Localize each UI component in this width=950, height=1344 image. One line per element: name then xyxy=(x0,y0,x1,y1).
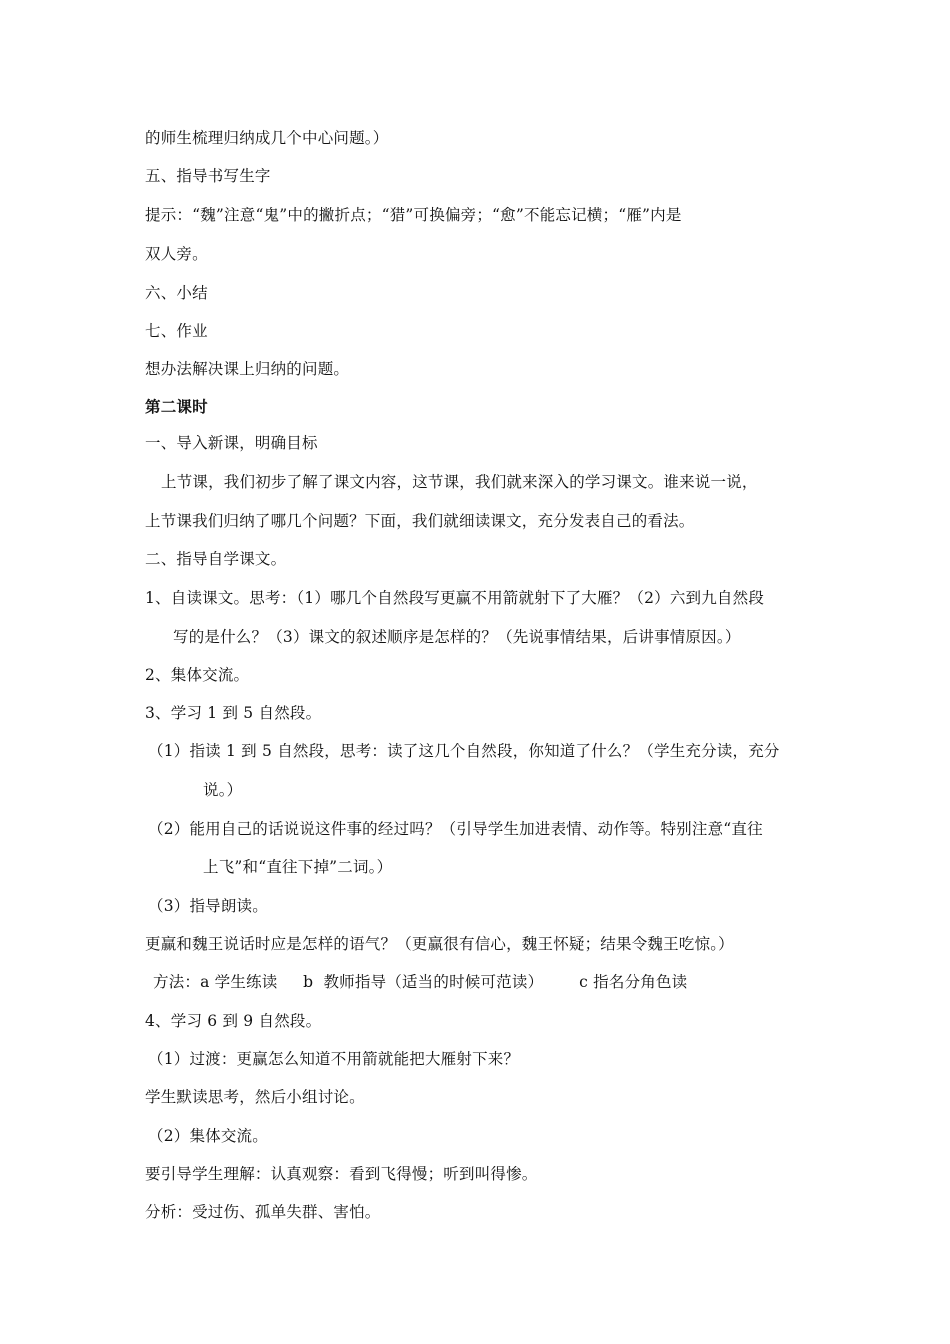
text-line: 双人旁。 xyxy=(145,245,208,263)
section-heading: 七、作业 xyxy=(145,322,208,340)
list-item: （2）能用自己的话说说这件事的经过吗？（引导学生加进表情、动作等。特别注意“直往 xyxy=(148,820,763,838)
list-item: 4、学习 6 到 9 自然段。 xyxy=(145,1012,322,1030)
text-line: 说。） xyxy=(203,781,243,799)
section-heading: 五、指导书写生字 xyxy=(145,167,271,185)
section-heading: 六、小结 xyxy=(145,284,208,302)
list-item: 2、集体交流。 xyxy=(145,666,250,684)
list-item: 3、学习 1 到 5 自然段。 xyxy=(145,704,322,722)
text-line: 上节课，我们初步了解了课文内容，这节课，我们就来深入的学习课文。谁来说一说， xyxy=(161,473,758,491)
lesson-title: 第二课时 xyxy=(145,398,208,416)
section-heading: 一、导入新课，明确目标 xyxy=(145,434,318,452)
text-line: 要引导学生理解：认真观察：看到飞得慢；听到叫得惨。 xyxy=(145,1165,538,1183)
list-item: 1、自读课文。思考：（1）哪几个自然段写更赢不用箭就射下了大雁？（2）六到九自然段 xyxy=(145,589,765,607)
text-line: 想办法解决课上归纳的问题。 xyxy=(145,360,350,378)
list-item: （2）集体交流。 xyxy=(148,1127,268,1145)
list-item: （3）指导朗读。 xyxy=(148,897,268,915)
list-item: （1）指读 1 到 5 自然段，思考：读了这几个自然段，你知道了什么？（学生充分读，充分 xyxy=(148,742,780,760)
text-line: 学生默读思考，然后小组讨论。 xyxy=(145,1088,365,1106)
text-line: 方法：a 学生练读 b 教师指导（适当的时候可范读） c 指名分角色读 xyxy=(153,973,688,991)
section-heading: 二、指导自学课文。 xyxy=(145,550,287,568)
text-line: 提示：“魏”注意“鬼”中的撇折点；“猎”可换偏旁；“愈”不能忘记横；“雁”内是 xyxy=(145,206,682,224)
text-line: 上飞”和“直往下掉”二词。） xyxy=(203,858,393,876)
text-line: 写的是什么？（3）课文的叙述顺序是怎样的？（先说事情结果，后讲事情原因。） xyxy=(173,628,741,646)
text-line: 上节课我们归纳了哪几个问题？下面，我们就细读课文，充分发表自己的看法。 xyxy=(145,512,695,530)
list-item: （1）过渡：更赢怎么知道不用箭就能把大雁射下来？ xyxy=(148,1050,520,1068)
text-line: 的师生梳理归纳成几个中心问题。） xyxy=(145,129,389,147)
text-line: 更赢和魏王说话时应是怎样的语气？（更赢很有信心，魏王怀疑；结果令魏王吃惊。） xyxy=(145,935,734,953)
text-line: 分析：受过伤、孤单失群、害怕。 xyxy=(145,1203,381,1221)
